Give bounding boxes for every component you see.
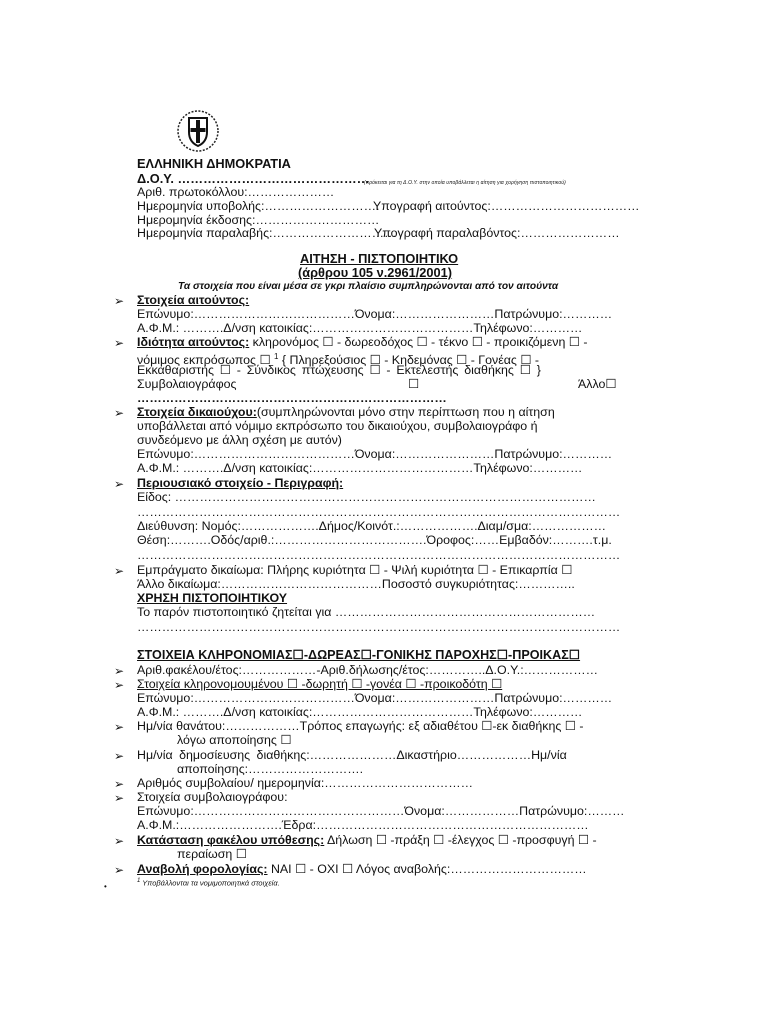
protocol-number-field[interactable]: Αριθ. πρωτοκόλλου:………………… [137,185,335,199]
beneficiary-note-3: συνδεόμενο με άλλη σχέση με αυτόν) [137,433,342,447]
notary-checkbox[interactable]: ☐ [408,377,420,391]
file-status-options[interactable]: Δήλωση ☐ -πράξη ☐ -έλεγχος ☐ -προσφυγή ☐ - [324,833,597,847]
file-status-heading: Κατάσταση φακέλου υπόθεσης: [137,833,325,847]
applicant-signature-field[interactable]: Υπογραφή αιτούντος:……………………………… [373,199,640,213]
certificate-use-heading: ΧΡΗΣΗ ΠΙΣΤΟΠΟΙΗΤΙΚΟΥ [137,591,288,605]
death-date-row[interactable]: Ημ/νία θανάτου:………………Τρόπος επαγωγής: εξ αδιαθέτου ☐-εκ διαθήκης ☐ - [137,719,584,733]
form-title: ΑΙΤΗΣΗ - ΠΙΣΤΟΠΟΙΗΤΙΚΟ [300,251,459,266]
greek-coat-of-arms-icon [176,108,220,152]
file-status-completion[interactable]: περαίωση ☐ [177,847,247,861]
beneficiary-note-2: υποβάλλεται από νόμιμο εκπρόσωπο του δικαιούχου, συμβολαιογράφο ή [137,419,538,433]
bullet-arrow-icon: ➢ [114,336,125,350]
beneficiary-afm-row[interactable]: Α.Φ.Μ.: ……….Δ/νση κατοικίας:…………………………………Τηλέφωνο:………… [137,461,583,475]
capacity-options-3[interactable]: Εκκαθαριστής ☐ - Σύνδικος πτώχευσης ☐ - Εκτελεστής διαθήκης ☐ } [137,363,541,377]
doy-note: (πρόκειται για τη Δ.Ο.Υ. στην οποία υποβάλλεται η αίτηση για χορήγηση πιστοποιητικού) [364,180,566,186]
renunciation-date-field[interactable]: αποποίησης:………………………. [177,762,364,776]
applicant-name-row[interactable]: Επώνυμο:…………………………………Όνομα:……………………Πατρώνυμο:………… [137,307,613,321]
tax-deferral-options[interactable]: ΝΑΙ ☐ - ΟΧΙ ☐ Λόγος αναβολής:…………………………… [267,862,587,876]
property-dots-field[interactable]: ……………………………………………………………………………………………………… [137,505,621,519]
issue-date-field[interactable]: Ημερομηνία έκδοσης:………………………… [137,213,380,227]
notary-name-row[interactable]: Επώνυμο:……………………………………………Όνομα:………………Πατρώνυμο:……… [137,804,625,818]
bullet-arrow-icon: ➢ [114,720,125,734]
capacity-other-field[interactable]: ………………………………………………………………… [137,391,447,405]
file-number-row[interactable]: Αριθ.φακέλου/έτος:………………-Αριθ.δήλωσης/έτος:…………..Δ.Ο.Υ.:……………… [137,663,598,677]
beneficiary-name-row[interactable]: Επώνυμο:…………………………………Όνομα:……………………Πατρώνυμο:………… [137,447,613,461]
capacity-options-1[interactable]: κληρονόμος ☐ - δωρεοδόχος ☐ - τέκνο ☐ - προικιζόμενη ☐ - [249,335,588,349]
form-instructions: Τα στοιχεία που είναι μέσα σε γκρι πλαίσιο συμπληρώνονται από τον αιτούντα [178,281,559,292]
republic-heading: ΕΛΛΗΝΙΚΗ ΔΗΜΟΚΡΑΤΙΑ [137,156,291,171]
property-type-field[interactable]: Είδος: ………………………………………………………………………………………… [137,490,596,504]
renunciation-option[interactable]: λόγω αποποίησης ☐ [177,733,292,747]
bullet-arrow-icon: ➢ [114,791,125,805]
bullet-arrow-icon: ➢ [114,406,125,420]
bullet-arrow-icon: ➢ [114,664,125,678]
footnote-text: Υποβάλλονται τα νομιμοποιητικά στοιχεία. [140,878,280,888]
capacity-options-4[interactable]: Συμβολαιογράφος [137,377,237,391]
footnote [137,876,280,889]
bullet-arrow-icon: ➢ [114,564,125,578]
capacity-options-2[interactable]: νόμιμος εκπρόσωπος ☐ [137,353,275,368]
property-heading: Περιουσιακό στοιχείο - Περιγραφή: [137,476,344,490]
other-checkbox[interactable]: Άλλο☐ [578,377,617,391]
capacity-heading: Ιδιότητα αιτούντος: [137,335,250,349]
beneficiary-heading: Στοιχεία δικαιούχου: [137,405,257,419]
scan-speck: • [104,882,107,891]
footnote-mark: 1 [137,878,141,884]
tax-deferral-heading: Αναβολή φορολογίας: [137,862,268,876]
form-article: (άρθρου 105 ν.2961/2001) [298,265,453,280]
bullet-arrow-icon: ➢ [114,294,125,308]
property-address-row[interactable]: Διεύθυνση: Νομός:……………….Δήμος/Κοινότ.:……………….Διαμ/σμα:……………… [137,519,607,533]
bullet-arrow-icon: ➢ [114,477,125,491]
receiver-signature-field[interactable]: Υπογραφή παραλαβόντος:…………………… [374,226,620,240]
beneficiary-note-1: (συμπληρώνονται μόνο στην περίπτωση που η αίτηση [256,405,555,419]
will-publication-row[interactable]: Ημ/νία δημοσίευσης διαθήκης:…………………Δικαστήριο………………Ημ/νία [137,748,567,762]
applicant-heading: Στοιχεία αιτούντος: [137,293,250,307]
bullet-arrow-icon: ➢ [114,834,125,848]
property-position-row[interactable]: Θέση:……….Οδός/αριθ.:……………………………….Όροφος:……Εμβαδόν:……….τ.μ. [137,533,612,547]
deceased-heading[interactable]: Στοιχεία κληρονομουμένου ☐ -δωρητή ☐ -γονέα ☐ -προικοδότη ☐ [137,677,503,691]
file-status-row[interactable] [137,833,597,848]
deceased-afm-row[interactable]: Α.Φ.Μ.: ……….Δ/νση κατοικίας:…………………………………Τηλέφωνο:………… [137,705,583,719]
applicant-afm-row[interactable]: Α.Φ.Μ.: ……….Δ/νση κατοικίας:…………………………………Τηλέφωνο:………… [137,321,583,335]
footnote-ref: 1 [274,352,279,361]
certificate-use-field[interactable]: Το παρόν πιστοποιητικό ζητείται για ……………………………………………………… [137,605,596,619]
bullet-arrow-icon: ➢ [114,678,125,692]
other-right-row[interactable]: Άλλο δικαίωμα:…………………………………Ποσοστό συγκυριότητας:………….. [137,577,575,591]
receipt-date-field[interactable]: Ημερομηνία παραλαβής:………………………… [137,226,397,240]
deceased-name-row[interactable]: Επώνυμο:…………………………………Όνομα:……………………Πατρώνυμο:………… [137,691,613,705]
beneficiary-row-1 [137,405,555,420]
notary-heading: Στοιχεία συμβολαιογράφου: [137,790,288,804]
submission-date-field[interactable]: Ημερομηνία υποβολής:………………………. [137,199,380,213]
property-dots-field-2[interactable]: ……………………………………………………………………………………………………… [137,548,621,562]
bullet-arrow-icon: ➢ [114,863,125,877]
doy-field[interactable]: Δ.Ο.Υ. ……………………………………… [137,171,370,186]
capacity-options-2b[interactable]: { Πληρεξούσιος ☐ - Κηδεμόνας ☐ - Γονέας ☐ - [278,353,539,368]
real-right-options[interactable]: Εμπράγματο δικαίωμα: Πλήρης κυριότητα ☐ - Ψιλή κυριότητα ☐ - Επικαρπία ☐ [137,563,573,577]
inheritance-heading: ΣΤΟΙΧΕΙΑ ΚΛΗΡΟΝΟΜΙΑΣ☐-ΔΩΡΕΑΣ☐-ΓΟΝΙΚΗΣ ΠΑΡΟΧΗΣ☐-ΠΡΟΙΚΑΣ☐ [137,648,581,662]
bullet-arrow-icon: ➢ [114,777,125,791]
notary-afm-row[interactable]: Α.Φ.Μ.:…………………….Έδρα:………………………………………………………… [137,818,589,832]
contract-number-row[interactable]: Αριθμός συμβολαίου/ ημερομηνία:……………………………… [137,776,473,790]
tax-deferral-row[interactable] [137,862,587,877]
capacity-row-1[interactable] [137,335,587,350]
bullet-arrow-icon: ➢ [114,749,125,763]
certificate-use-field-2[interactable]: ……………………………………………………………………………………………………… [137,620,621,634]
